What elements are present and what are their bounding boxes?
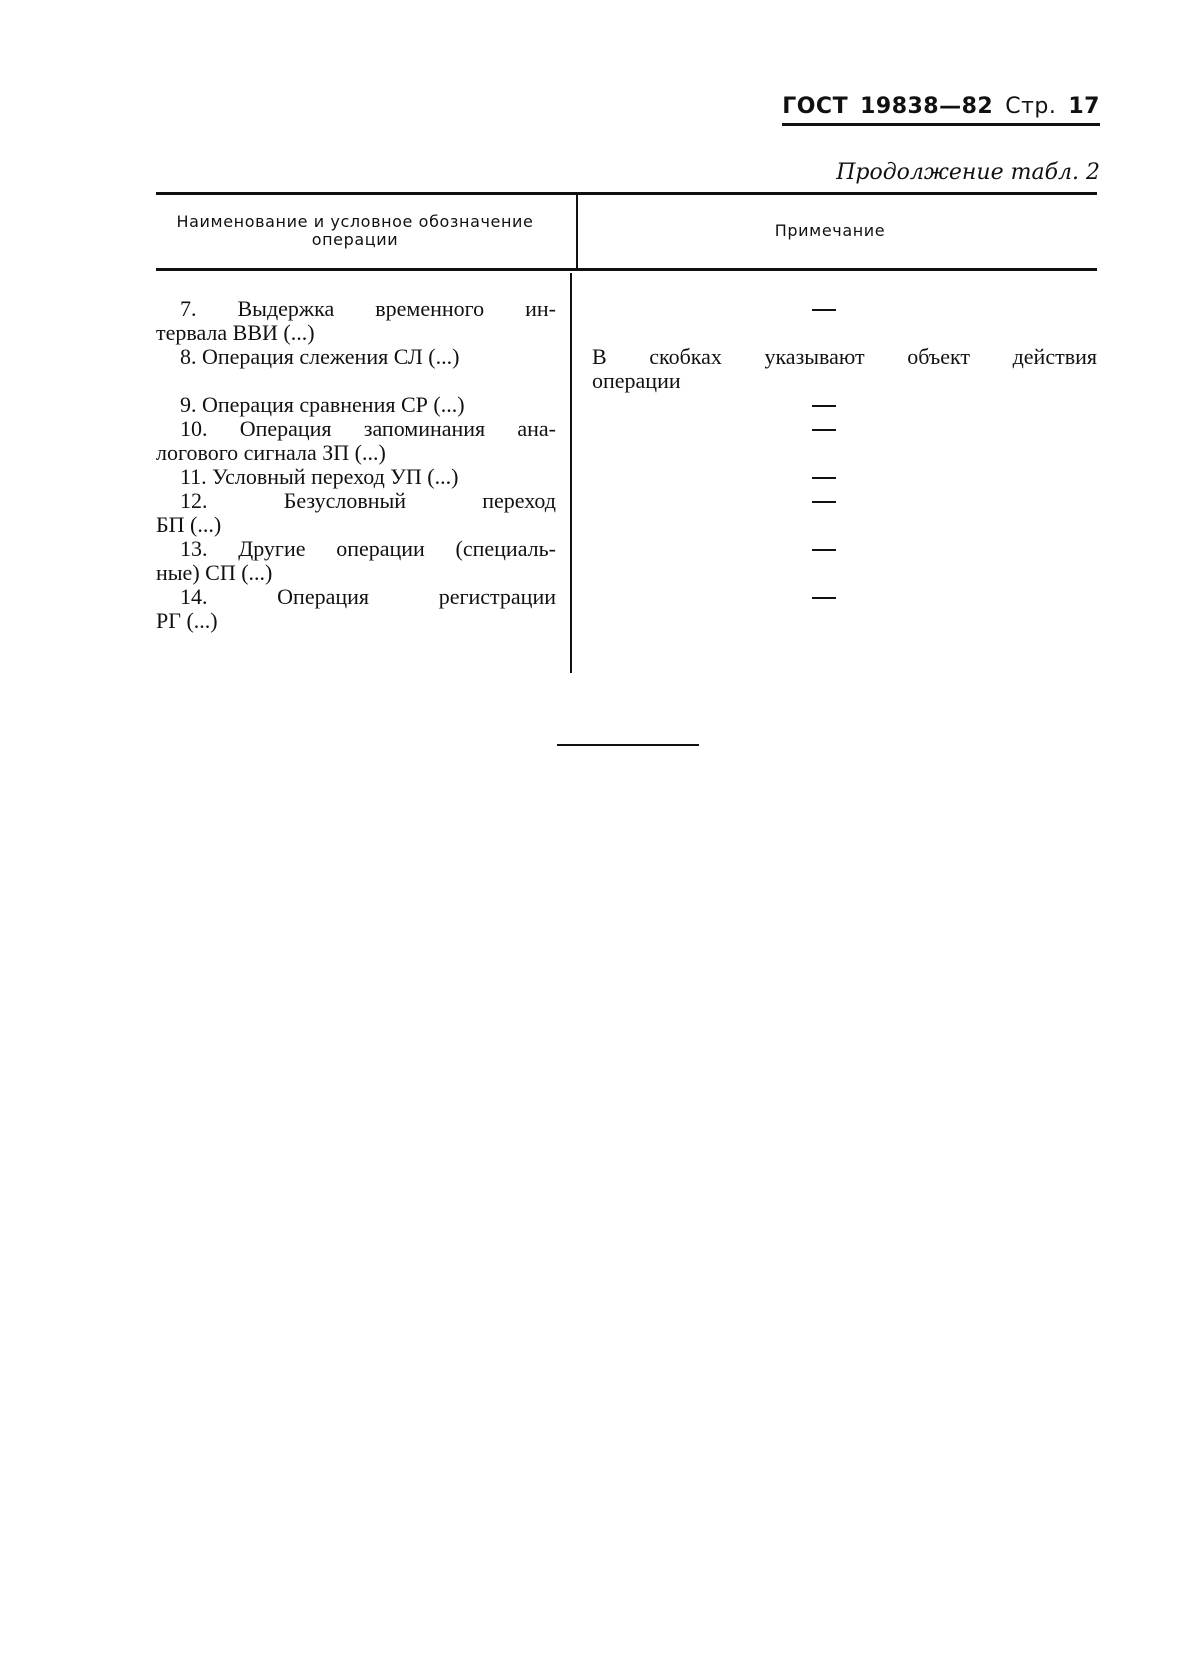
table-continuation-label: Продолжение табл. 2 xyxy=(836,160,1100,185)
operation-line: 10. Операция запоминания ана- xyxy=(180,416,556,441)
note-dash xyxy=(812,477,836,479)
operation-line: ные) СП (...) xyxy=(156,560,273,585)
note-dash xyxy=(812,549,836,551)
page-header xyxy=(782,94,1100,126)
note-line: операции xyxy=(592,368,681,393)
note-line: В скобках указывают объект действия xyxy=(592,344,1097,369)
table-top-rule xyxy=(156,192,1097,195)
column-header-operation: Наименование и условное обозначение операции xyxy=(176,212,534,249)
operation-line: 11. Условный переход УП (...) xyxy=(180,464,459,489)
operation-line: 12. Безусловный переход xyxy=(180,488,556,513)
operation-line: РГ (...) xyxy=(156,608,218,633)
note-dash xyxy=(812,309,836,311)
end-rule xyxy=(557,744,699,746)
note-dash xyxy=(812,597,836,599)
note-dash xyxy=(812,405,836,407)
column-header-note: Примечание xyxy=(774,221,886,240)
table-row-13 xyxy=(156,537,556,585)
operation-line: тервала ВВИ (...) xyxy=(156,320,315,345)
table-row-12 xyxy=(156,489,556,537)
table-row-9 xyxy=(156,393,556,417)
page-label: Стр. xyxy=(1005,94,1057,119)
header-bottom-rule xyxy=(156,268,1097,271)
operation-line: 14. Операция регистрации xyxy=(180,584,556,609)
header-column-divider xyxy=(576,194,578,268)
table-row-7 xyxy=(156,297,556,345)
page-number: 17 xyxy=(1068,94,1100,119)
table-row-11 xyxy=(156,465,556,489)
note-row-8 xyxy=(592,345,1097,393)
table-row-10 xyxy=(156,417,556,465)
note-dash xyxy=(812,501,836,503)
table-row-8 xyxy=(156,345,556,369)
operation-line: логового сигнала ЗП (...) xyxy=(156,440,386,465)
operation-line: 13. Другие операции (специаль- xyxy=(180,536,556,561)
operation-line: 8. Операция слежения СЛ (...) xyxy=(180,344,460,369)
operation-line: 9. Операция сравнения СР (...) xyxy=(180,392,465,417)
standard-number: 19838—82 xyxy=(860,94,994,119)
operation-line: БП (...) xyxy=(156,512,222,537)
note-dash xyxy=(812,429,836,431)
operation-line: 7. Выдержка временного ин- xyxy=(180,296,556,321)
body-column-divider xyxy=(570,273,572,673)
standard-prefix: ГОСТ xyxy=(782,94,849,119)
table-row-14 xyxy=(156,585,556,633)
